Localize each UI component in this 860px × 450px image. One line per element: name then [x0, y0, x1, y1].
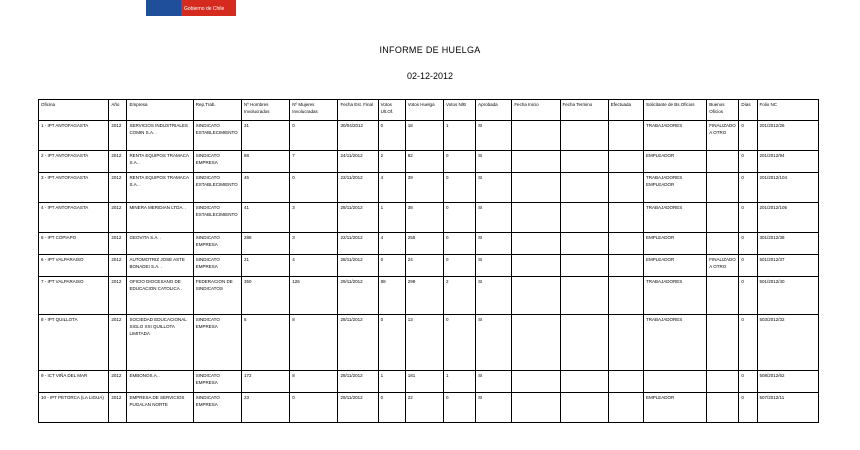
- column-header: Votos N/B: [443, 100, 475, 121]
- table-cell: 18: [405, 121, 443, 151]
- table-cell: 29/11/2012: [338, 277, 378, 315]
- table-cell: 507/2012/11: [757, 393, 819, 423]
- table-cell: [560, 277, 608, 315]
- table-cell: 4: [378, 173, 405, 203]
- table-cell: SI: [476, 255, 512, 277]
- table-cell: [707, 393, 739, 423]
- table-cell: 6 - IPT VALPARAISO: [39, 255, 109, 277]
- table-cell: 38: [405, 203, 443, 233]
- table-cell: 0: [443, 173, 475, 203]
- table-cell: 9 - ICT VIÑA DEL MAR: [39, 371, 109, 393]
- report-title: INFORME DE HUELGA: [379, 45, 481, 55]
- table-cell: [560, 393, 608, 423]
- table-row: [39, 255, 819, 277]
- table-cell: TRABAJADORES: [643, 203, 706, 233]
- table-cell: 172: [242, 371, 290, 393]
- table-cell: [512, 203, 560, 233]
- table-cell: 0: [443, 151, 475, 173]
- table-cell: 0: [739, 121, 757, 151]
- table-cell: 22: [405, 393, 443, 423]
- table-cell: 0: [739, 151, 757, 173]
- table-cell: [560, 203, 608, 233]
- table-cell: 2 - IPT ANTOFAGASTA: [39, 151, 109, 173]
- table-cell: 2: [378, 151, 405, 173]
- table-cell: EMPRESA DE SERVICIOS PUGALAN NORTE: [127, 393, 193, 423]
- table-cell: [560, 173, 608, 203]
- table-cell: 0: [739, 393, 757, 423]
- table-cell: SI: [476, 151, 512, 173]
- table-cell: [707, 233, 739, 255]
- table-cell: 13: [405, 315, 443, 371]
- table-cell: SI: [476, 173, 512, 203]
- table-cell: SINDICATO ESTABLECIMIENTO: [193, 173, 241, 203]
- table-body: [39, 121, 819, 423]
- table-cell: [560, 371, 608, 393]
- table-cell: [608, 173, 643, 203]
- table-cell: 3: [290, 203, 338, 233]
- table-cell: 24/11/2012: [338, 151, 378, 173]
- table-row: [39, 233, 819, 255]
- table-cell: [608, 315, 643, 371]
- table-cell: 29/11/2012: [338, 393, 378, 423]
- column-header: Fecha Est. Final: [338, 100, 378, 121]
- table-cell: 82: [405, 151, 443, 173]
- column-header: Empresa: [127, 100, 193, 121]
- table-cell: 88: [242, 151, 290, 173]
- table-cell: 501/2012/37: [757, 255, 819, 277]
- table-cell: 2: [443, 277, 475, 315]
- table-cell: 28/11/2012: [338, 315, 378, 371]
- table-cell: 201/2012/104: [757, 173, 819, 203]
- table-cell: 41: [242, 203, 290, 233]
- table-cell: GEOVITA S.A. .: [127, 233, 193, 255]
- table-cell: [608, 393, 643, 423]
- table-cell: 4: [290, 255, 338, 277]
- table-cell: [560, 121, 608, 151]
- table-cell: 0: [443, 315, 475, 371]
- table-cell: 0: [739, 277, 757, 315]
- table-cell: 0: [378, 255, 405, 277]
- table-cell: 201/2012/26: [757, 121, 819, 151]
- table-cell: 0: [739, 233, 757, 255]
- table-cell: SINDICATO EMPRESA: [193, 393, 241, 423]
- column-header: Buenos Oficios: [707, 100, 739, 121]
- table-cell: TRABAJADORES: [643, 315, 706, 371]
- table-cell: RENTA EQUIPOS TRAMACA S.A. .: [127, 173, 193, 203]
- table-cell: 31: [242, 121, 290, 151]
- table-cell: SOCIEDAD EDUCACIONAL SIGLO XXI QUILLOTA LIMITADA: [127, 315, 193, 371]
- table-cell: 255: [405, 233, 443, 255]
- table-cell: FINALIZADO A OTRO: [707, 255, 739, 277]
- table-cell: 8: [290, 371, 338, 393]
- table-cell: SINDICATO ESTABLECIMIENTO: [193, 203, 241, 233]
- table-cell: 2012: [109, 173, 127, 203]
- table-cell: SI: [476, 315, 512, 371]
- table-row: [39, 121, 819, 151]
- table-cell: 88: [378, 277, 405, 315]
- table-cell: 0: [378, 315, 405, 371]
- table-cell: SERVICIOS INDUSTRIALES COMIN S.A. .: [127, 121, 193, 151]
- column-header: Votos Ult.Of.: [378, 100, 405, 121]
- table-cell: 2012: [109, 371, 127, 393]
- table-cell: 2012: [109, 151, 127, 173]
- table-row: [39, 371, 819, 393]
- table-cell: 0: [378, 121, 405, 151]
- table-cell: SINDICATO EMPRESA: [193, 315, 241, 371]
- column-header: Fecha Termino: [560, 100, 608, 121]
- table-header-row: [39, 100, 819, 121]
- table-cell: 501/2012/40: [757, 277, 819, 315]
- table-cell: SI: [476, 233, 512, 255]
- table-cell: [608, 121, 643, 151]
- table-cell: [560, 233, 608, 255]
- table-cell: SINDICATO EMPRESA: [193, 371, 241, 393]
- table-cell: [560, 151, 608, 173]
- strike-report-table: [38, 99, 819, 423]
- table-cell: 2012: [109, 255, 127, 277]
- table-cell: 2012: [109, 203, 127, 233]
- table-cell: 299: [405, 277, 443, 315]
- table-cell: TRABAJADORES: [643, 121, 706, 151]
- table-cell: 45: [242, 173, 290, 203]
- column-header: Aprobada: [476, 100, 512, 121]
- table-cell: RENTA EQUIPOS TRAMACA S.A. .: [127, 151, 193, 173]
- column-header: Días: [739, 100, 757, 121]
- table-cell: SI: [476, 393, 512, 423]
- table-cell: 8: [290, 315, 338, 371]
- table-row: [39, 315, 819, 371]
- table-cell: EMBONOS.A. .: [127, 371, 193, 393]
- table-cell: 201/2012/94: [757, 151, 819, 173]
- table-cell: [608, 233, 643, 255]
- table-cell: 5: [242, 315, 290, 371]
- table-cell: 8 - IPT QUILLOTA: [39, 315, 109, 371]
- table-cell: SINDICATO ESTABLECIMIENTO: [193, 121, 241, 151]
- table-cell: [512, 277, 560, 315]
- table-cell: [512, 255, 560, 277]
- column-header: Efectuada: [608, 100, 643, 121]
- column-header: Solicitante de Bs.Oficios: [643, 100, 706, 121]
- table-cell: 39: [405, 173, 443, 203]
- table-cell: [512, 315, 560, 371]
- table-cell: 0: [739, 255, 757, 277]
- table-cell: 503/2012/32: [757, 315, 819, 371]
- table-cell: 28/11/2012: [338, 371, 378, 393]
- table-cell: [512, 121, 560, 151]
- table-cell: SI: [476, 277, 512, 315]
- table-cell: 2012: [109, 233, 127, 255]
- table-cell: [608, 277, 643, 315]
- table-cell: 28/11/2012: [338, 255, 378, 277]
- table-cell: OFICIO DIOCESANO DE EDUCACION CATOLICA .: [127, 277, 193, 315]
- table-cell: [512, 173, 560, 203]
- table-cell: [608, 371, 643, 393]
- table-cell: 288: [242, 233, 290, 255]
- table-cell: 0: [739, 203, 757, 233]
- table-cell: 10 - IPT PETORCA (LA LIGUA): [39, 393, 109, 423]
- table-cell: 1: [378, 371, 405, 393]
- table-cell: 2012: [109, 315, 127, 371]
- column-header: Año: [109, 100, 127, 121]
- table-cell: 2012: [109, 277, 127, 315]
- government-logo: [146, 0, 236, 16]
- table-cell: 0: [290, 121, 338, 151]
- table-cell: 0: [739, 315, 757, 371]
- table-cell: SINDICATO EMPRESA: [193, 151, 241, 173]
- table-cell: 301/2012/38: [757, 233, 819, 255]
- table-cell: 1: [378, 203, 405, 233]
- column-header: Fecha Inicio: [512, 100, 560, 121]
- table-cell: [560, 315, 608, 371]
- table-cell: [707, 203, 739, 233]
- column-header: Nº Hombres Involucrados: [242, 100, 290, 121]
- table-cell: TRABAJADORES: [643, 277, 706, 315]
- table-cell: SINDICATO EMPRESA: [193, 233, 241, 255]
- table-cell: 0: [378, 393, 405, 423]
- column-header: Folio NC: [757, 100, 819, 121]
- table-cell: 4 - IPT ANTOFAGASTA: [39, 203, 109, 233]
- table-cell: 0: [290, 173, 338, 203]
- table-cell: FINALIZADO A OTRO: [707, 121, 739, 151]
- table-cell: 0: [290, 393, 338, 423]
- table-cell: SI: [476, 203, 512, 233]
- table-cell: 0: [443, 393, 475, 423]
- table-cell: EMPLEADOR: [643, 233, 706, 255]
- table-cell: [643, 371, 706, 393]
- table-row: [39, 393, 819, 423]
- table-cell: 0: [443, 233, 475, 255]
- table-cell: 22/11/2012: [338, 233, 378, 255]
- table-cell: 7: [290, 151, 338, 173]
- table-cell: 0: [739, 173, 757, 203]
- table-cell: AUTOMOTRIZ JOSE ASTE BONADEI S.A. .: [127, 255, 193, 277]
- report-date: 02-12-2012: [406, 71, 454, 81]
- table-cell: SI: [476, 121, 512, 151]
- table-cell: 0: [443, 203, 475, 233]
- table-cell: [707, 371, 739, 393]
- column-header: Nº Mujeres Involucradas: [290, 100, 338, 121]
- table-row: [39, 203, 819, 233]
- table-cell: 3: [290, 233, 338, 255]
- table-cell: 30/04/2012: [338, 121, 378, 151]
- table-cell: 1 - IPT ANTOFAGASTA: [39, 121, 109, 151]
- table-cell: 4: [378, 233, 405, 255]
- table-cell: 5 - IPT COPIAPO: [39, 233, 109, 255]
- table-cell: [608, 255, 643, 277]
- table-cell: [512, 393, 560, 423]
- table-cell: [512, 371, 560, 393]
- table-cell: 0: [739, 371, 757, 393]
- table-cell: TRABAJADORES EMPLEADOR: [643, 173, 706, 203]
- table-cell: [707, 151, 739, 173]
- table-cell: MINERA MERIDIAN LTDA. .: [127, 203, 193, 233]
- table-row: [39, 173, 819, 203]
- table-row: [39, 277, 819, 315]
- table-cell: 1: [443, 371, 475, 393]
- table-cell: EMPLEADOR: [643, 151, 706, 173]
- column-header: Votos Huelga: [405, 100, 443, 121]
- table-cell: [707, 277, 739, 315]
- table-cell: [608, 151, 643, 173]
- table-cell: 1: [443, 121, 475, 151]
- logo-text: Gobierno de Chile: [184, 6, 225, 12]
- table-cell: 181: [405, 371, 443, 393]
- table-cell: SI: [476, 371, 512, 393]
- table-cell: 28/11/2012: [338, 203, 378, 233]
- table-cell: [707, 315, 739, 371]
- table-cell: [512, 151, 560, 173]
- table-cell: EMPLEADOR: [643, 393, 706, 423]
- table-row: [39, 151, 819, 173]
- table-cell: 0: [443, 255, 475, 277]
- table-cell: [707, 173, 739, 203]
- table-cell: [608, 203, 643, 233]
- table-cell: EMPLEADOR: [643, 255, 706, 277]
- column-header: Oficina: [39, 100, 109, 121]
- table-cell: 2012: [109, 393, 127, 423]
- table-cell: [512, 233, 560, 255]
- table-cell: 7 - IPT VALPARAISO: [39, 277, 109, 315]
- table-cell: 3 - IPT ANTOFAGASTA: [39, 173, 109, 203]
- table-cell: 2012: [109, 121, 127, 151]
- table-cell: 508/2012/62: [757, 371, 819, 393]
- table-cell: 21: [242, 255, 290, 277]
- table-cell: 201/2012/105: [757, 203, 819, 233]
- table-cell: FEDERACION DE SINDICATOS: [193, 277, 241, 315]
- table-cell: 24: [405, 255, 443, 277]
- table-cell: [560, 255, 608, 277]
- table-cell: 23: [242, 393, 290, 423]
- table-cell: SINDICATO EMPRESA: [193, 255, 241, 277]
- table-cell: 350: [242, 277, 290, 315]
- table-cell: 22/11/2012: [338, 173, 378, 203]
- column-header: Rep.Trab.: [193, 100, 241, 121]
- table-cell: 126: [290, 277, 338, 315]
